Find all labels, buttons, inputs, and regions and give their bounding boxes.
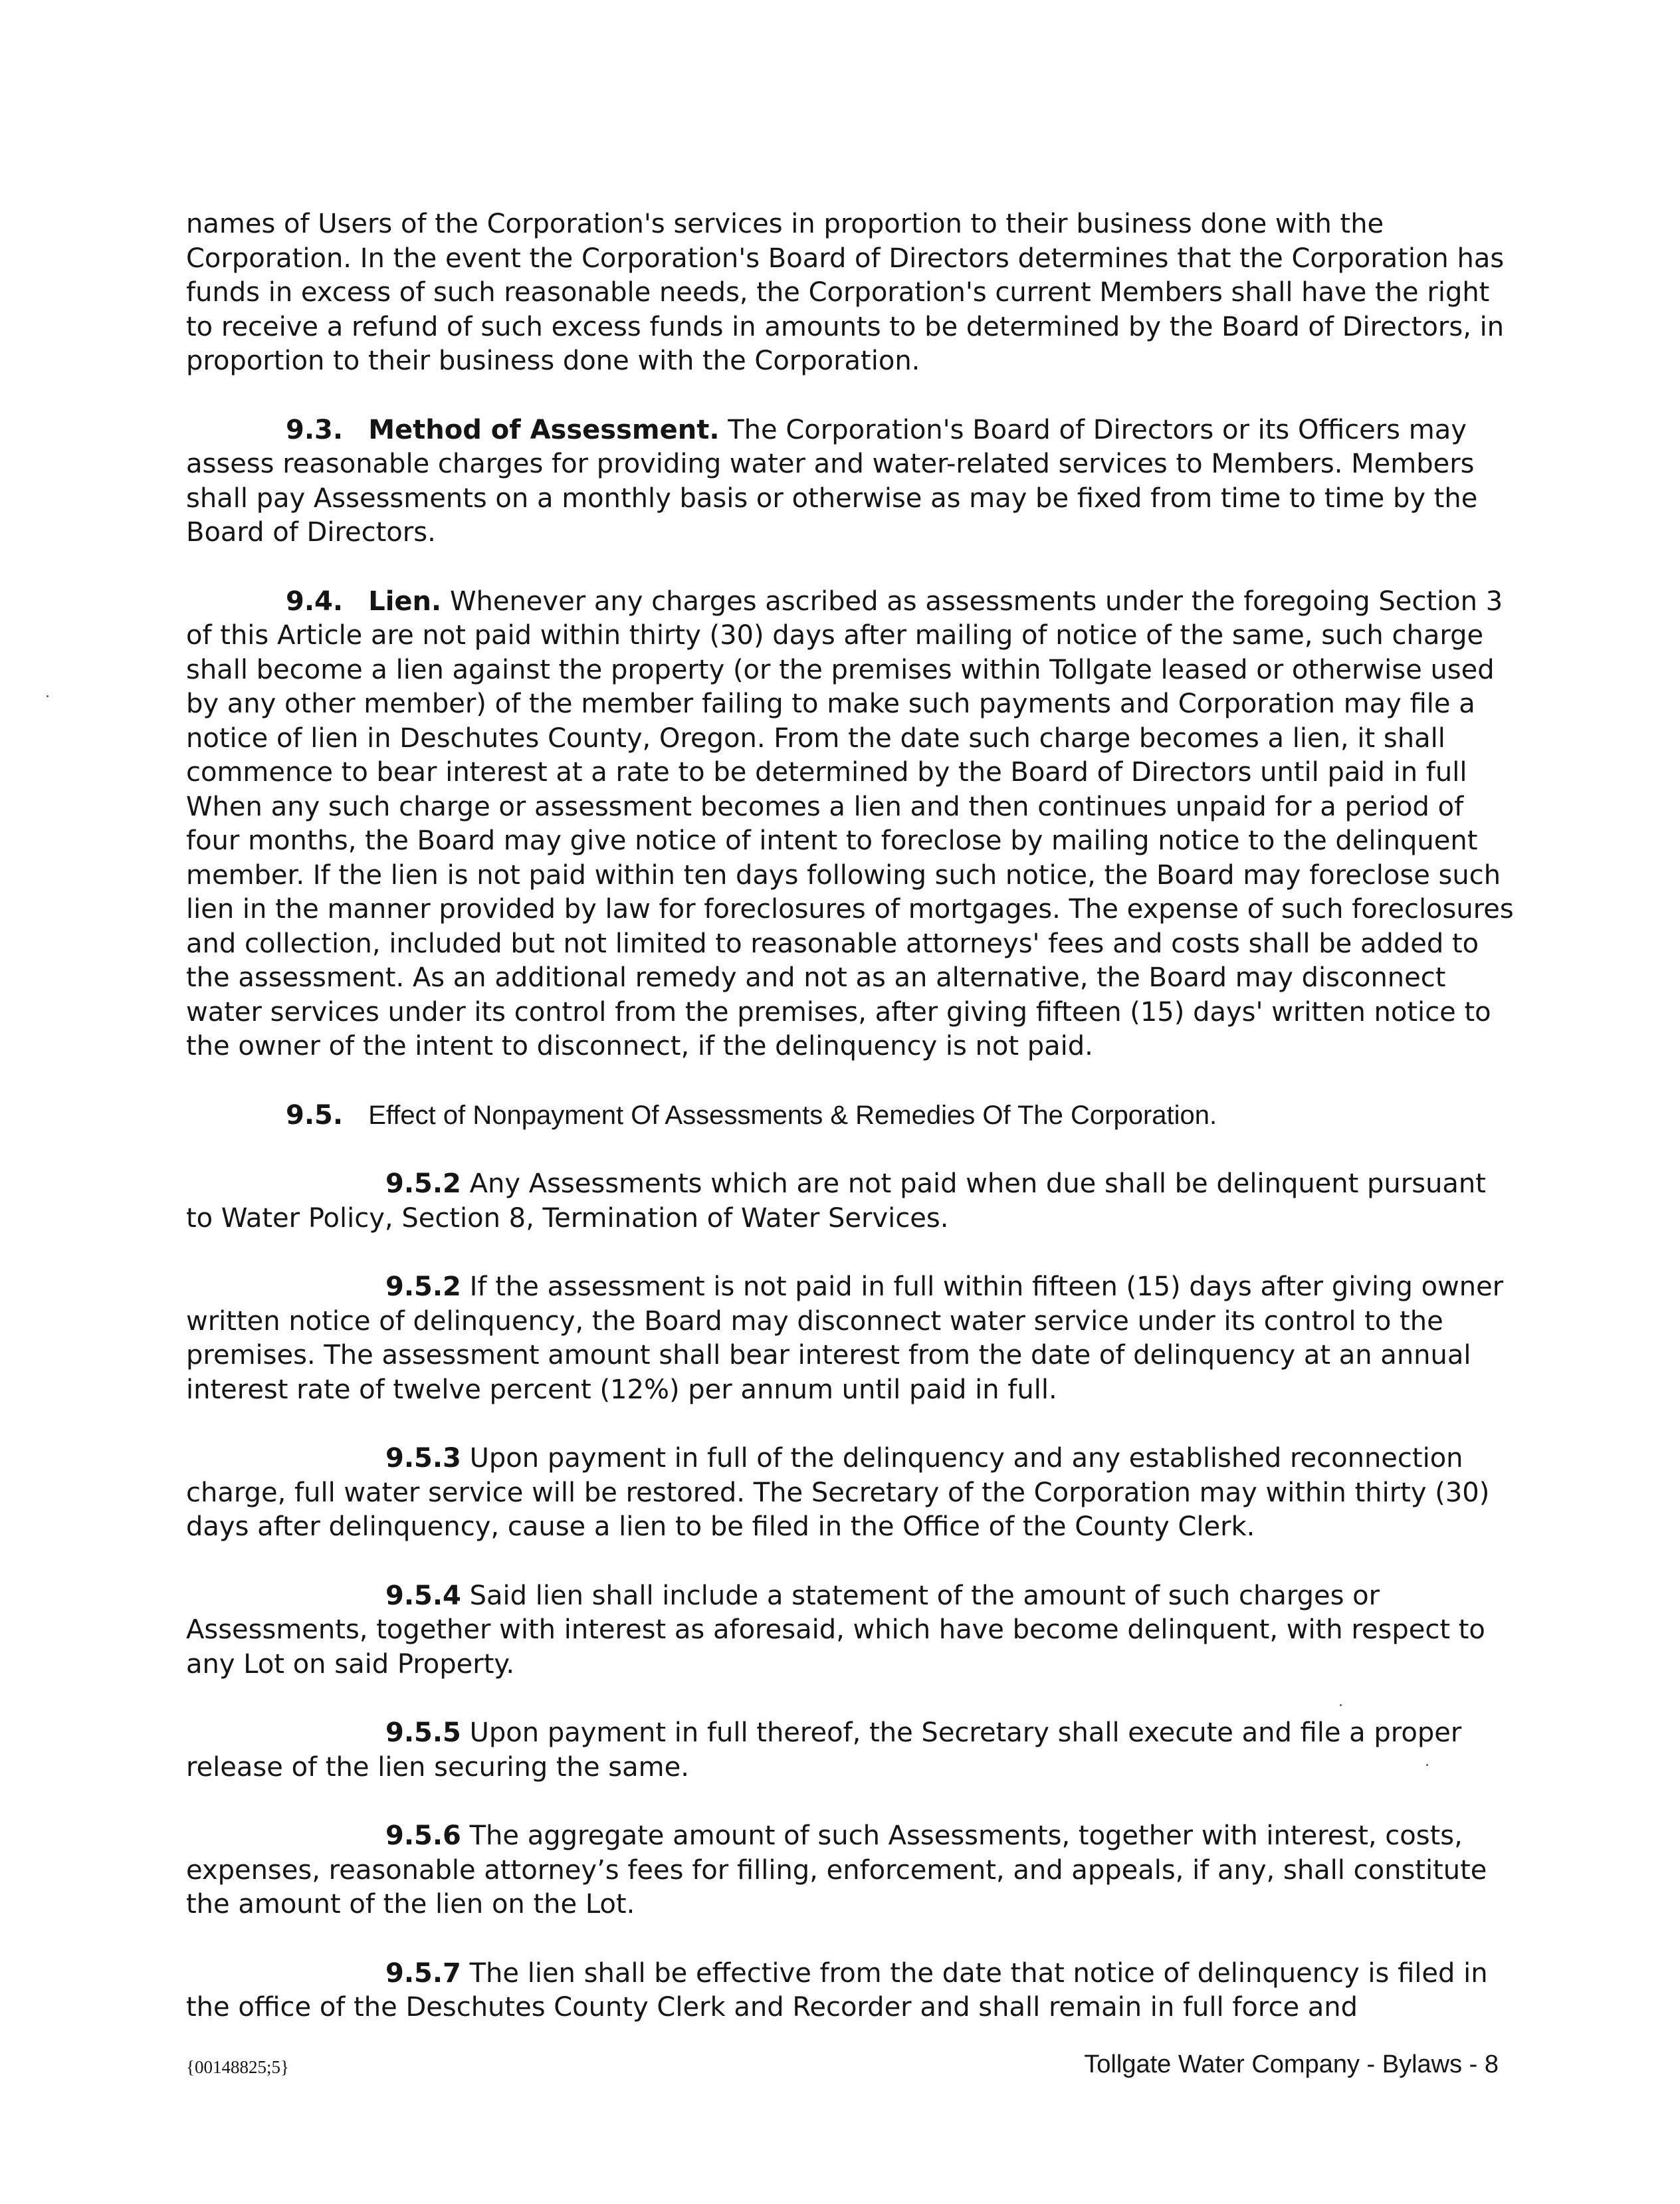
section-heading: Effect of Nonpayment Of Assessments & Remedies Of The Corporation. — [368, 1100, 1217, 1130]
subsection-text: The aggregate amount of such Assessments, together with interest, costs, expenses, reasonable attorney’s fees for filling, enforcement, and appeals, if any, shall constitute the amount of the lien on the Lot. — [186, 1820, 1487, 1920]
subsection-9-5-4 — [186, 1579, 1515, 1682]
subsection-9-5-2a — [186, 1167, 1515, 1236]
subsection-text: The lien shall be effective from the date that notice of delinquency is filed in the office of the Deschutes County Clerk and Recorder and shall remain in full force and — [186, 1957, 1488, 2023]
subsection-number: 9.5.5 — [385, 1717, 461, 1748]
footer-title: Tollgate Water Company - Bylaws - 8 — [1084, 2050, 1499, 2078]
section-text: The Corporation's Board of Directors or its Officers may assess reasonable charges for providing water and water-related services to Members. Members shall pay Assessments on a monthly basis or otherwise as may be fixed from time to time by the Board of Directors. — [186, 414, 1478, 548]
subsection-9-5-5 — [186, 1716, 1515, 1785]
subsection-number: 9.5.4 — [385, 1580, 461, 1611]
section-9-4 — [186, 585, 1515, 1064]
scan-speck — [1340, 1704, 1342, 1706]
section-9-3 — [186, 413, 1515, 550]
section-number: 9.5. — [286, 1099, 344, 1131]
section-heading: Lien. — [368, 586, 442, 617]
section-number: 9.4. — [286, 586, 344, 617]
section-heading: Method of Assessment. — [368, 414, 720, 445]
section-number: 9.3. — [286, 414, 344, 445]
subsection-number: 9.5.2 — [385, 1271, 461, 1302]
page-footer — [186, 2050, 1499, 2084]
subsection-text: Upon payment in full thereof, the Secretary shall execute and file a proper release of the lien securing the same. — [186, 1717, 1462, 1783]
footer-document-id: {00148825;5} — [186, 2057, 289, 2077]
scan-speck — [47, 695, 49, 697]
subsection-9-5-3 — [186, 1442, 1515, 1545]
scan-speck — [1426, 1764, 1428, 1766]
subsection-number: 9.5.7 — [385, 1957, 461, 1989]
subsection-text: Upon payment in full of the delinquency and any established reconnection charge, full water service will be restored. The Secretary of the Corporation may within thirty (30) days after delinquency, cause a lien to be filed in the Office of the County Clerk. — [186, 1443, 1490, 1542]
subsection-number: 9.5.3 — [385, 1443, 461, 1474]
subsection-number: 9.5.2 — [385, 1168, 461, 1199]
subsection-9-5-2b — [186, 1270, 1515, 1407]
section-text: Whenever any charges ascribed as assessments under the foregoing Section 3 of this Article are not paid within thirty (30) days after mailing of notice of the same, such charge shall become a lien against the property (or the premises within Tollgate leased or otherwise used by any other member) of the member failing to make such payments and Corporation may file a notice of lien in Deschutes County, Oregon. From the date such charge becomes a lien, it shall commence to bear interest at a rate to be determined by the Board of Directors until paid in full When any such charge or assessment becomes a lien and then continues unpaid for a period of four months, the Board may give notice of intent to foreclose by mailing notice to the delinquent member. If the lien is not paid within ten days following such notice, the Board may foreclose such lien in the manner provided by law for foreclosures of mortgages. The expense of such foreclosures and collection, included but not limited to reasonable attorneys' fees and costs shall be added to the assessment. As an additional remedy and not as an alternative, the Board may disconnect water services under its control from the premises, after giving fifteen (15) days' written notice to the owner of the intent to disconnect, if the delinquency is not paid. — [186, 586, 1514, 1061]
subsection-text: Any Assessments which are not paid when due shall be delinquent pursuant to Water Policy, Section 8, Termination of Water Services. — [186, 1168, 1486, 1234]
subsection-9-5-6 — [186, 1819, 1515, 1922]
subsection-number: 9.5.6 — [385, 1820, 461, 1851]
intro-paragraph: names of Users of the Corporation's services in proportion to their business done with the Corporation. In the event the Corporation's Board of Directors determines that the Corporation has funds in excess of such reasonable needs, the Corporation's current Members shall have the right to receive a refund of such excess funds in amounts to be determined by the Board of Directors, in proportion to their business done with the Corporation. — [186, 209, 1505, 376]
section-9-5 — [186, 1099, 1515, 1133]
subsection-text: Said lien shall include a statement of the amount of such charges or Assessments, together with interest as aforesaid, which have become delinquent, with respect to any Lot on said Property. — [186, 1580, 1485, 1680]
document-body — [186, 207, 1515, 2060]
subsection-text: If the assessment is not paid in full within fifteen (15) days after giving owner written notice of delinquency, the Board may disconnect water service under its control to the premises. The assessment amount shall bear interest from the date of delinquency at an annual interest rate of twelve percent (12%) per annum until paid in full. — [186, 1271, 1504, 1405]
subsection-9-5-7 — [186, 1957, 1515, 2025]
